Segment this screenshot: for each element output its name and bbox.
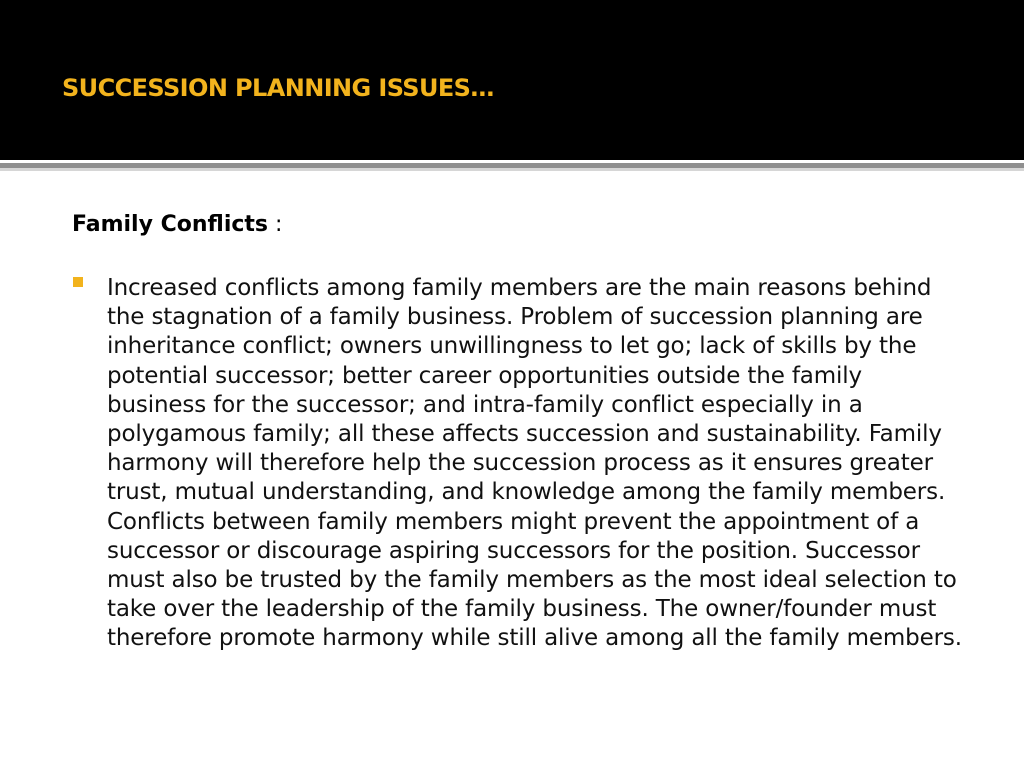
section-heading-label: Family Conflicts (72, 212, 269, 237)
section-heading-separator: : (268, 212, 283, 237)
square-bullet-icon (73, 277, 83, 287)
title-divider-highlight (0, 168, 1024, 171)
bullet-text: Increased conflicts among family members are the main reasons behind the stagnation of a family business. Problem of succession planning are inheritance conflict; owners unwillingness to let go; lack of skills by the potential successor; better career opportunities outside the family business for the successor; and intra-family conflict especially in a polygamous family; all these affects succession and sustainability. Family harmony will therefore help the succession process as it ensures greater trust, mutual understanding, and knowledge among the family members. Conflicts between family members might prevent the appointment of a successor or discourage aspiring successors for the position. Successor must also be trusted by the family members as the most ideal selection to take over the leadership of the family business. The owner/founder must therefore promote harmony while still alive among all the family members. (107, 275, 962, 652)
title-bar (0, 0, 1024, 160)
section-heading (72, 212, 282, 237)
slide-title: SUCCESSION PLANNING ISSUES… (62, 74, 494, 102)
